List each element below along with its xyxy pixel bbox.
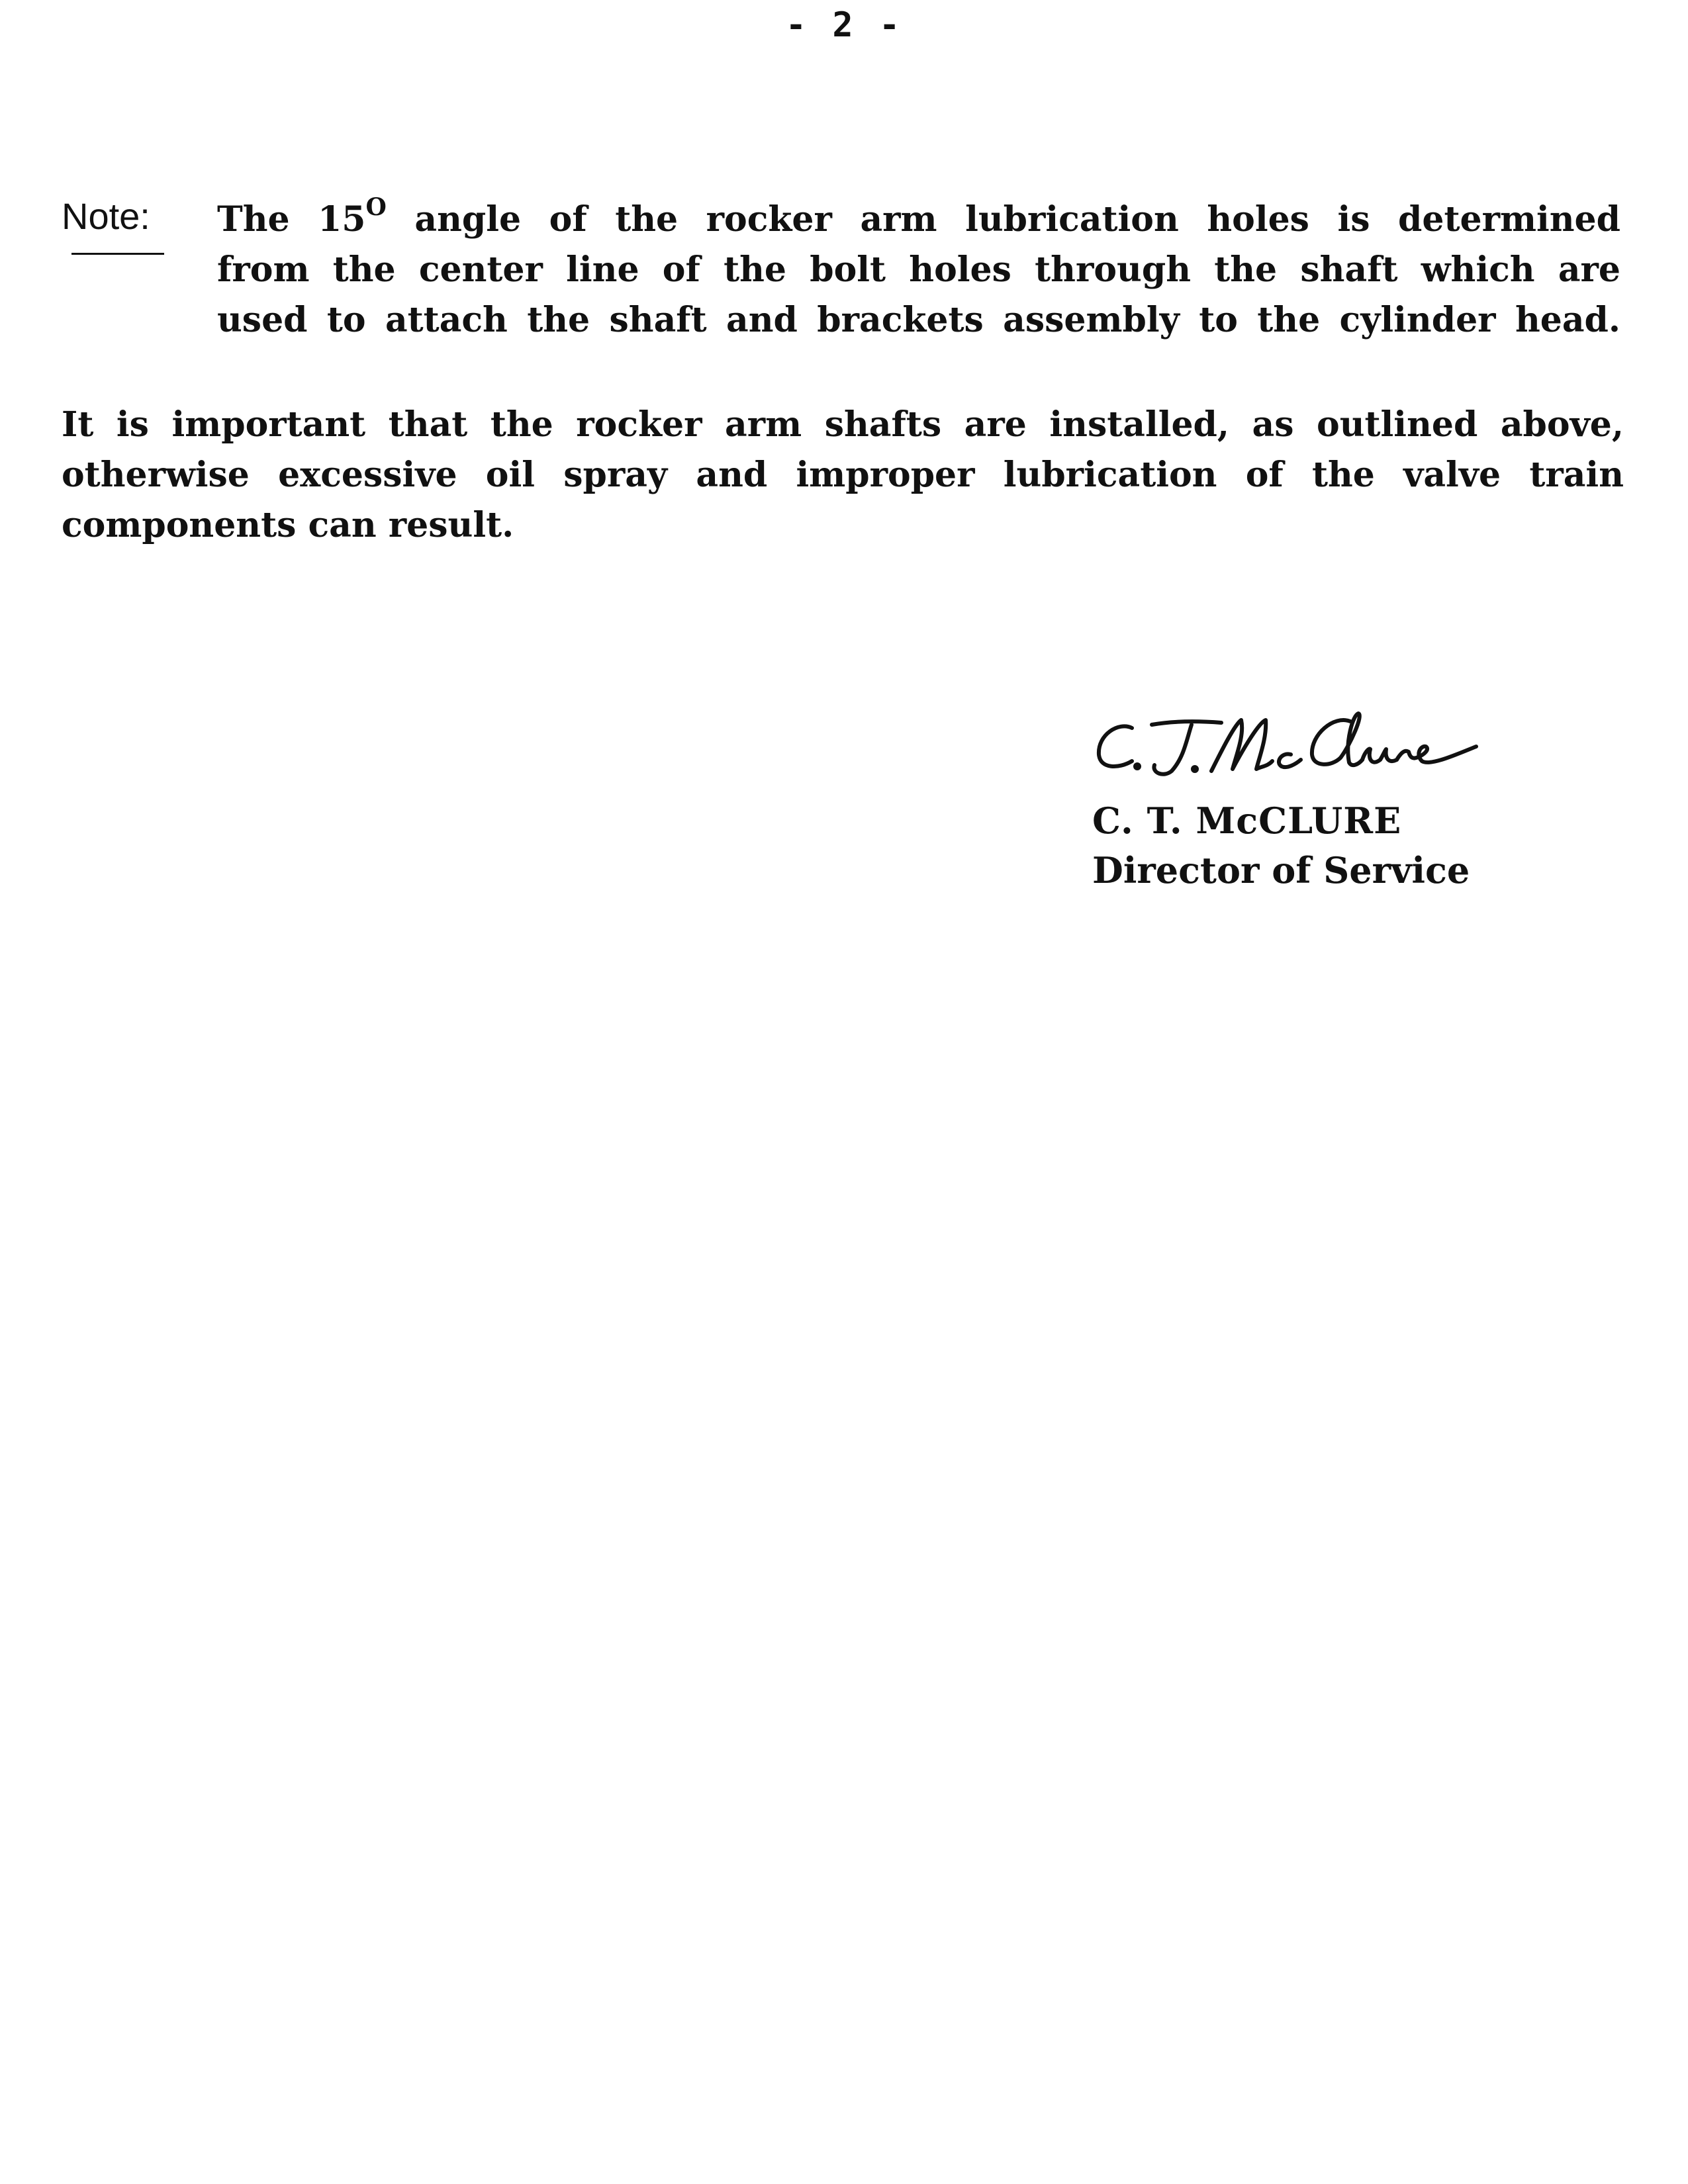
signatory-title: Director of Service [1092, 849, 1470, 891]
page-number: - 2 - [785, 5, 903, 45]
body-paragraph [62, 400, 1624, 551]
handwritten-signature [1086, 688, 1483, 788]
note-line-3: used to attach the shaft and brackets assembly to the cylinder head. [217, 300, 1620, 340]
note-label: Note: [62, 195, 150, 237]
note-line-1-start: The 15 [217, 199, 366, 240]
note-line-2: from the center line of the bolt holes through the shaft which are [217, 250, 1620, 290]
note-label-underline [71, 253, 164, 255]
paragraph-line-3: components can result. [62, 505, 514, 545]
degree-symbol: O [365, 193, 387, 221]
note-text [217, 195, 1620, 345]
signatory-name: C. T. McCLURE [1092, 799, 1402, 842]
note-line-1-end: angle of the rocker arm lubrication holes is determined [386, 199, 1621, 240]
paragraph-line-1: It is important that the rocker arm shafts are installed, as outlined above, [62, 404, 1624, 445]
paragraph-line-2: otherwise excessive oil spray and improper lubrication of the valve train [62, 455, 1624, 495]
note-line-1 [217, 195, 1620, 245]
